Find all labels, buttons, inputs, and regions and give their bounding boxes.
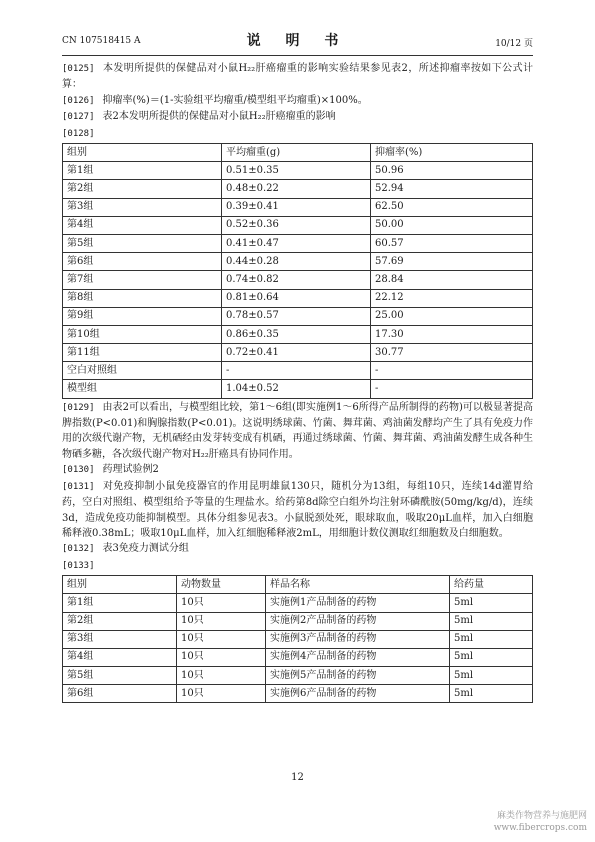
paragraph-number: [0126] (62, 95, 95, 106)
table-header-cell: 平均瘤重(g) (222, 144, 371, 162)
table-cell: 5ml (450, 685, 533, 703)
tumor-weight-table (62, 143, 533, 399)
table-cell: 5ml (450, 667, 533, 685)
table-cell: 10只 (177, 685, 266, 703)
table-header-cell: 样品名称 (266, 576, 450, 594)
table-cell: 0.74±0.82 (222, 271, 371, 289)
patent-number: CN 107518415 A (62, 36, 141, 46)
paragraph-0128 (62, 126, 533, 142)
table-row (63, 344, 533, 362)
table-cell: 0.72±0.41 (222, 344, 371, 362)
table-cell: 10只 (177, 630, 266, 648)
table-row (63, 362, 533, 380)
table-cell: 28.84 (371, 271, 533, 289)
table-cell: 0.52±0.36 (222, 216, 371, 234)
table-cell: 第5组 (63, 234, 222, 252)
paragraph-0131 (62, 479, 533, 542)
table-cell: 22.12 (371, 289, 533, 307)
table-cell: 第10组 (63, 325, 222, 343)
table-cell: 第5组 (63, 667, 177, 685)
table-header-row (63, 144, 533, 162)
table-cell: 10只 (177, 648, 266, 666)
watermark-title: 麻类作物营养与施肥网 (496, 811, 587, 821)
table-cell: 62.50 (371, 198, 533, 216)
table-cell: 0.48±0.22 (222, 180, 371, 198)
table-row (63, 667, 533, 685)
table-cell: 第8组 (63, 289, 222, 307)
paragraph-number: [0130] (62, 465, 95, 476)
table-cell: 实施例4产品制备的药物 (266, 648, 450, 666)
section-heading: 药理试验例2 (102, 464, 159, 476)
table-cell: 第1组 (63, 594, 177, 612)
paragraph-text: 由表2可以看出，与模型组比较，第1～6组(即实施例1～6所得产品所制得的药物)可以极显著提高脾指数(P<0.01)和胸腺指数(P<0.01)。这说明绣球菌、竹菌、舞茸菌、鸡油菌发酵均产生了具有免疫力作用的次级代谢产物，无机硒经由发芽转变成有机硒，再通过绣球菌、竹菌、舞茸菌、鸡油菌发酵生成各种生物硒多糖，各次级代谢产物对H₂₂肝癌具有协同作用。 (62, 401, 533, 460)
table-row (63, 162, 533, 180)
table-cell: 25.00 (371, 307, 533, 325)
table-cell: 30.77 (371, 344, 533, 362)
table-header-cell: 组别 (63, 576, 177, 594)
table-row (63, 198, 533, 216)
table-row (63, 380, 533, 398)
paragraph-number: [0129] (62, 402, 95, 413)
paragraph-0125 (62, 61, 533, 93)
table-row (63, 271, 533, 289)
paragraph-number: [0132] (62, 544, 95, 555)
page-indicator: 10/12 页 (495, 39, 533, 49)
formula-text: 抑瘤率(%)＝(1-实验组平均瘤重/模型组平均瘤重)×100%。 (102, 94, 368, 106)
table-cell: 第11组 (63, 344, 222, 362)
table-cell: 60.57 (371, 234, 533, 252)
table-cell: 实施例3产品制备的药物 (266, 630, 450, 648)
table-header-cell: 动物数量 (177, 576, 266, 594)
document-body (62, 61, 533, 704)
table-row (63, 307, 533, 325)
table-row (63, 630, 533, 648)
table-row (63, 594, 533, 612)
paragraph-0129 (62, 400, 533, 463)
table-cell: 模型组 (63, 380, 222, 398)
table-cell: 第3组 (63, 198, 222, 216)
table-cell: 5ml (450, 648, 533, 666)
paragraph-text: 本发明所提供的保健品对小鼠H₂₂肝癌瘤重的影响实验结果参见表2，所述抑瘤率按如下公式计算： (62, 63, 533, 91)
table-cell: 0.81±0.64 (222, 289, 371, 307)
paragraph-number: [0125] (62, 64, 95, 74)
table-row (63, 648, 533, 666)
table-cell: 实施例2产品制备的药物 (266, 612, 450, 630)
table-cell: 第9组 (63, 307, 222, 325)
table-cell: 实施例5产品制备的药物 (266, 667, 450, 685)
table-cell: 第6组 (63, 685, 177, 703)
table-row (63, 234, 533, 252)
table-cell: 0.41±0.47 (222, 234, 371, 252)
table-cell: 50.96 (371, 162, 533, 180)
watermark (494, 810, 587, 834)
table-cell: 第1组 (63, 162, 222, 180)
paragraph-number: [0128] (62, 128, 95, 139)
paragraph-0127 (62, 109, 533, 125)
table-cell: 10只 (177, 594, 266, 612)
paragraph-text: 对免疫抑制小鼠免疫器官的作用昆明雄鼠130只，随机分为13组，每组10只，连续14d灌胃给药，空白对照组、模型组给予等量的生理盐水。给药第8d除空白组外均注射环磷酰胺(50mg/kg/d)，连续3d，造成免疫功能抑制模型。具体分组参见表3。小鼠脱颈处死，眼球取血，吸取20μL血样，加入白细胞稀释液0.38mL；吸取10μL血样，加入红细胞稀释液2mL，用细胞计数仪测取红细胞数及白细胞数。 (62, 480, 533, 539)
table-row (63, 289, 533, 307)
table-cell: 0.86±0.35 (222, 325, 371, 343)
table-cell: 10只 (177, 612, 266, 630)
table-cell: - (222, 362, 371, 380)
watermark-url: www.fibercrops.com (493, 823, 587, 833)
table-row (63, 685, 533, 703)
header-rule (62, 55, 533, 56)
table-cell: 第2组 (63, 612, 177, 630)
immunity-group-table (62, 575, 533, 703)
table-cell: 0.78±0.57 (222, 307, 371, 325)
table-cell: 0.39±0.41 (222, 198, 371, 216)
table-caption: 表2本发明所提供的保健品对小鼠H₂₂肝癌瘤重的影响 (102, 111, 336, 123)
table-row (63, 612, 533, 630)
table-cell: 57.69 (371, 253, 533, 271)
paragraph-0130 (62, 462, 533, 478)
table-header-cell: 组别 (63, 144, 222, 162)
table-cell: 17.30 (371, 325, 533, 343)
table-cell: 第4组 (63, 216, 222, 234)
table-row (63, 180, 533, 198)
table-cell: 实施例6产品制备的药物 (266, 685, 450, 703)
paragraph-number: [0127] (62, 112, 95, 123)
table-cell: 50.00 (371, 216, 533, 234)
paragraph-number: [0133] (62, 560, 95, 571)
table-cell: 第3组 (63, 630, 177, 648)
paragraph-0132 (62, 541, 533, 557)
paragraph-0126 (62, 93, 533, 109)
table-row (63, 253, 533, 271)
document-title: 说 明 书 (246, 33, 349, 49)
table-cell: 10只 (177, 667, 266, 685)
table-header-cell: 给药量 (450, 576, 533, 594)
table-row (63, 325, 533, 343)
page-number: 12 (291, 772, 304, 783)
table-cell: 1.04±0.52 (222, 380, 371, 398)
paragraph-number: [0131] (62, 481, 95, 492)
paragraph-0133 (62, 558, 533, 574)
table-header-row (63, 576, 533, 594)
table-cell: 0.44±0.28 (222, 253, 371, 271)
table-cell: 5ml (450, 630, 533, 648)
table-cell: 第6组 (63, 253, 222, 271)
table-cell: 空白对照组 (63, 362, 222, 380)
table-cell: 第4组 (63, 648, 177, 666)
table-caption: 表3免疫力测试分组 (102, 543, 189, 555)
table-cell: - (371, 380, 533, 398)
table-cell: 5ml (450, 594, 533, 612)
table-cell: 0.51±0.35 (222, 162, 371, 180)
table-header-cell: 抑瘤率(%) (371, 144, 533, 162)
table-cell: 5ml (450, 612, 533, 630)
page-header (62, 30, 533, 52)
table-cell: 52.94 (371, 180, 533, 198)
table-cell: 第2组 (63, 180, 222, 198)
table-cell: - (371, 362, 533, 380)
table-cell: 实施例1产品制备的药物 (266, 594, 450, 612)
table-cell: 第7组 (63, 271, 222, 289)
table-row (63, 216, 533, 234)
